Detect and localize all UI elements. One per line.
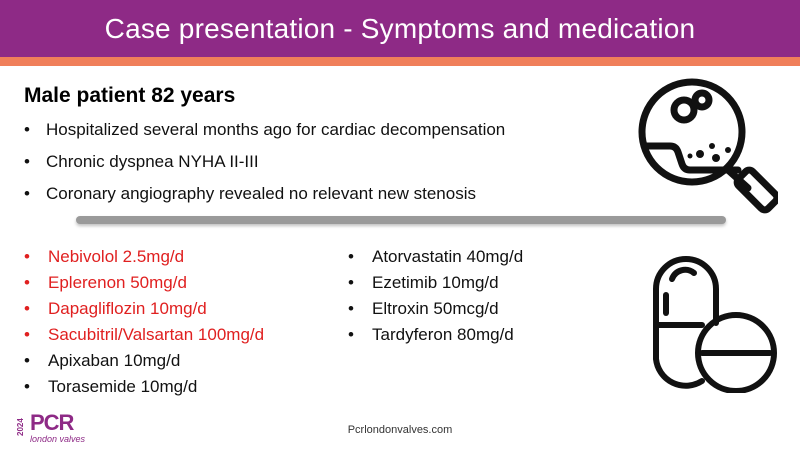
symptom-item: [24, 120, 505, 140]
section-divider: [76, 216, 726, 224]
symptom-item: [24, 152, 505, 172]
medication-text: Torasemide 10mg/d: [48, 377, 198, 396]
medication-item: [24, 299, 264, 319]
medication-text: Dapagliflozin 10mg/d: [48, 299, 207, 318]
bullet: •: [348, 273, 354, 292]
symptom-text: Hospitalized several months ago for cardiac decompensation: [46, 120, 506, 139]
logo-main: PCR: [30, 410, 74, 435]
bullet: •: [24, 184, 30, 203]
medication-item: [24, 273, 264, 293]
medication-text: Eltroxin 50mcg/d: [372, 299, 499, 318]
bullet: •: [24, 377, 30, 396]
bullet: •: [24, 273, 30, 292]
medication-list-right: [348, 247, 523, 351]
bullet: •: [24, 351, 30, 370]
symptom-item: [24, 184, 505, 204]
medication-item: [348, 325, 523, 345]
bullet: •: [348, 299, 354, 318]
logo-sub: london valves: [30, 434, 86, 444]
slide-header: [0, 0, 800, 57]
header-accent-bar: [0, 57, 800, 66]
bullet: •: [348, 325, 354, 344]
medication-text: Sacubitril/Valsartan 100mg/d: [48, 325, 265, 344]
medication-item: [348, 273, 523, 293]
medication-item: [24, 325, 264, 345]
medication-text: Apixaban 10mg/d: [48, 351, 181, 370]
bullet: •: [24, 120, 30, 139]
medication-item: [348, 247, 523, 267]
symptoms-list: [24, 120, 505, 216]
medication-item: [24, 247, 264, 267]
medication-text: Tardyferon 80mg/d: [372, 325, 514, 344]
footer-url: Pcrlondonvalves.com: [347, 424, 453, 436]
slide-title: Case presentation - Symptoms and medication: [104, 12, 696, 44]
bullet: •: [24, 247, 30, 266]
pcr-logo: [14, 410, 124, 446]
medication-item: [24, 377, 264, 397]
medication-text: Nebivolol 2.5mg/d: [48, 247, 185, 266]
symptom-text: Chronic dyspnea NYHA II-III: [46, 152, 259, 171]
medication-item: [24, 351, 264, 371]
bullet: •: [24, 299, 30, 318]
logo-year: 2024: [16, 418, 25, 436]
medication-list-left: [24, 247, 264, 403]
pills-icon: [650, 253, 778, 393]
medication-text: Ezetimib 10mg/d: [372, 273, 499, 292]
medication-item: [348, 299, 523, 319]
bullet: •: [348, 247, 354, 266]
patient-title: Male patient 82 years: [24, 84, 236, 107]
bullet: •: [24, 325, 30, 344]
magnifier-cells-icon: [632, 74, 778, 216]
medication-text: Eplerenon 50mg/d: [48, 273, 187, 292]
medication-text: Atorvastatin 40mg/d: [372, 247, 524, 266]
bullet: •: [24, 152, 30, 171]
symptom-text: Coronary angiography revealed no relevant new stenosis: [46, 184, 476, 203]
